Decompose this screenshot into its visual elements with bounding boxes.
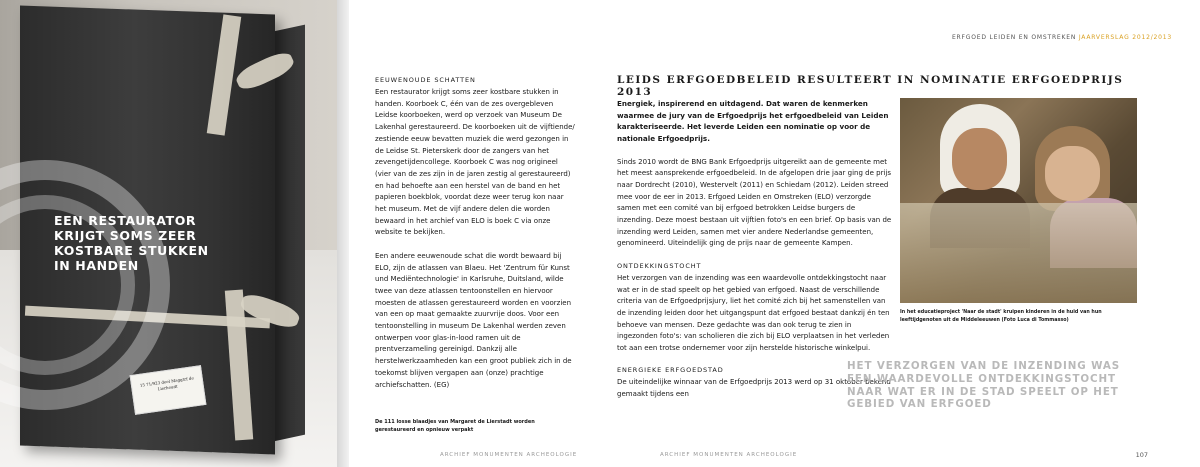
article-intro: Energiek, inspirerend en uitdagend. Dat waren de kenmerken waarmee de jury van de Erfgoedprijs het erfgoedbeleid van Leiden karakteriseerde. Het leverde Leiden een nominatie op voor de nationale Erfgoedprijs. [617, 99, 889, 144]
article-title: LEIDS ERFGOEDBELEID RESULTEERT IN NOMINATIE ERFGOEDPRIJS 2013 [617, 74, 1124, 98]
section-heading: EEUWENOUDE SCHATTEN [375, 76, 476, 84]
body-paragraph: Een andere eeuwenoude schat die wordt bewaard bij ELO, zijn de atlassen van Blaeu. Het 'Zentrum für Kunst und Mediëntechnologie' in Karlsruhe, Duitsland, wilde twee van deze atlassen tentoonstellen en hiervoor moesten de atlassen gerestaureerd worden en voorzien van een op maat gemaakte zuurvrije doos. Voor een tentoonstelling in museum De Lakenhal werden zeven ontwerpen voor glas-in-lood ramen uit de prentverzameling gereinigd. Dankzij alle herstelwerkzaamheden kan een groot publiek zich in de toekomst blijven vergapen aan (onze) prachtige archiefschatten. (EG) [375, 251, 572, 389]
photo-caption: De 111 losse blaadjes van Margaret de Lierstadt worden gerestaureerd en opnieuw verpakt [375, 419, 535, 433]
photo-overlay-title: EEN RESTAURATOR KRIJGT SOMS ZEER KOSTBARE STUKKEN IN HANDEN [54, 213, 209, 273]
section-heading: ENERGIEKE ERFGOEDSTAD [617, 366, 724, 375]
education-project-photo [900, 98, 1137, 303]
child-face [952, 128, 1007, 190]
article-column [617, 98, 892, 401]
running-header [952, 34, 1172, 41]
body-paragraph: Het verzorgen van de inzending was een waardevolle ontdekkingstocht naar wat er in de stad speelt op het gebied van erfgoed. Naast de verschillende criteria van de Erfgoedprijsjury, liet het comité zich bij het samenstellen van de inzending leiden door het uitgangspunt dat erfgoed bestaat dankzij én ten behoeve van mensen. Deze gedachte was dan ook terug te zien in ingezonden foto's: van scholieren die zich bij ELO verplaatsen in het verleden tot aan een trotse ondernemer voor zijn herstelde historische winkelpui. [617, 273, 890, 353]
restoration-box-photo [0, 0, 337, 467]
page-number: 107 [1135, 451, 1148, 459]
header-year: JAARVERSLAG 2012/2013 [1078, 34, 1172, 41]
section-heading: ONTDEKKINGSTOCHT [617, 261, 702, 270]
display-case-glass [900, 203, 1137, 303]
body-paragraph: Sinds 2010 wordt de BNG Bank Erfgoedprijs uitgereikt aan de gemeente met het meest aansprekende erfgoedbeleid. In de afgelopen drie jaar ging de prijs naar Dordrecht (2010), Westervelt (2011) en Schiedam (2012). Leiden streed mee voor de eer in 2013. Erfgoed Leiden en Omstreken (ELO) verzorgde samen met een comité van bij erfgoed betrokken Leidse burgers de inzending. Deze moest bestaan uit vijftien foto's en een brief. Op basis van de inzending werd Leiden, samen met vier andere Nederlandse gemeenten, genomineerd. Uiteindelijk ging de prijs naar de gemeente Kampen. [617, 157, 892, 248]
footer-nav-left: ARCHIEF MONUMENTEN ARCHEOLOGIE [440, 452, 578, 458]
body-paragraph: Een restaurator krijgt soms zeer kostbare stukken in handen. Koorboek C, één van de zes overgebleven Leidse koorboeken, werd op verzoek van Museum De Lakenhal gerestaureerd. De koorboeken uit de vijftiende/ zestiende eeuw bevatten muziek die werd gezongen in de Leidse St. Pieterskerk door de zangers van het zevengetijdencollege. Koorboek C was nog origineel (vier van de zes zijn in de jaren zestig al gerestaureerd) en had behoefte aan een herstel van de band en het papieren boekblok, voordat deze weer terug kon naar het museum. Met de vijf andere delen die worden bewaard in het archief van ELO is boek C via onze website te bekijken. [375, 88, 575, 237]
book-spine [337, 0, 349, 467]
body-paragraph: De uiteindelijke winnaar van de Erfgoedprijs 2013 werd op 31 oktober bekend gemaakt tijdens een [617, 378, 891, 399]
header-section: ERFGOED LEIDEN EN OMSTREKEN [951, 34, 1077, 41]
photo-caption: In het educatieproject 'Naar de stadt' kruipen kinderen in de huid van hun leeftijdgenoten uit de Middeleeuwen (Foto Luca di Tommasso) [900, 310, 1102, 323]
archive-label-text: 15 71/923 deel Maggtrf de Lierheudt [139, 375, 195, 392]
child-face [1045, 146, 1100, 201]
left-text-column [375, 76, 575, 391]
pull-quote: HET VERZORGEN VAN DE INZENDING WAS EEN WAARDEVOLLE ONTDEKKINGSTOCHT NAAR WAT ER IN DE STAD SPEELT OP HET GEBIED VAN ERFGOED [847, 360, 1121, 411]
footer-nav-right: ARCHIEF MONUMENTEN ARCHEOLOGIE [660, 452, 798, 458]
